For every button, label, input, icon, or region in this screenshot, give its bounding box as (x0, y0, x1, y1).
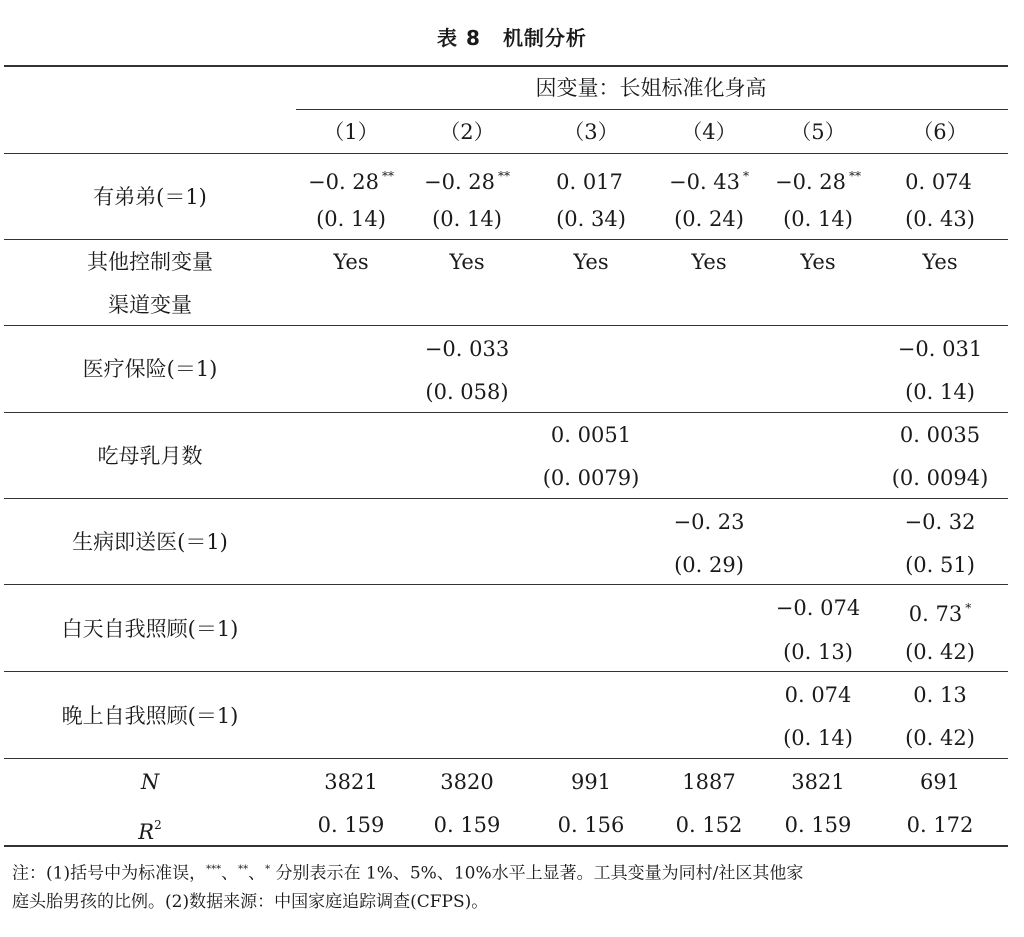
table-title (0, 22, 1024, 51)
r2-cell: 0. 156 (557, 813, 625, 837)
coef-cell: 0. 017 (556, 170, 623, 194)
se-cell: (0. 14) (905, 380, 975, 404)
se-cell: (0. 058) (425, 380, 509, 404)
row-label-brother: 有弟弟(＝1) (93, 185, 207, 209)
note-line-1: 注：(1)括号中为标准误，***、**、* 分别表示在 1%、5%、10%水平上显著。工具变量为同村/社区其他家 (12, 863, 804, 884)
se-cell: (0. 0094) (891, 466, 989, 490)
se-cell: (0. 13) (783, 640, 853, 664)
column-header: （3） (563, 120, 619, 144)
coef-cell: −0. 28 ** (307, 169, 395, 194)
coef-cell: −0. 23 (673, 510, 745, 534)
r2-cell: 0. 159 (317, 813, 385, 837)
row-divider (4, 239, 1008, 240)
se-cell: (0. 29) (674, 553, 744, 577)
controls-cell: Yes (573, 250, 609, 274)
n-cell: 1887 (682, 770, 736, 794)
r2-cell: 0. 159 (433, 813, 501, 837)
row-label-insurance: 医疗保险(＝1) (82, 357, 218, 381)
se-cell: (0. 51) (905, 553, 975, 577)
note-line-2: 庭头胎男孩的比例。(2)数据来源：中国家庭追踪调查(CFPS)。 (12, 891, 489, 912)
r2-cell: 0. 152 (675, 813, 743, 837)
row-divider (4, 153, 1008, 154)
row-divider (4, 671, 1008, 672)
top-rule (4, 65, 1008, 67)
table-note (12, 856, 1012, 916)
se-cell: (0. 14) (783, 726, 853, 750)
coef-cell: 0. 0051 (550, 423, 632, 447)
row-divider (4, 325, 1008, 326)
bottom-rule (4, 845, 1008, 847)
se-cell: (0. 42) (905, 726, 975, 750)
se-cell: (0. 14) (432, 207, 502, 231)
coef-cell: −0. 28 ** (774, 169, 862, 194)
coef-cell: 0. 074 (784, 683, 852, 707)
n-cell: 3821 (324, 770, 378, 794)
table-name: 机制分析 (502, 26, 587, 50)
row-divider (4, 498, 1008, 499)
coef-cell: −0. 074 (775, 596, 861, 620)
r2-cell: 0. 172 (906, 813, 974, 837)
row-label-n: N (140, 770, 160, 794)
column-header: （6） (912, 120, 968, 144)
row-label-breastfeed: 吃母乳月数 (97, 444, 203, 468)
row-label-day-self-care: 白天自我照顾(＝1) (61, 617, 239, 641)
column-header: （1） (323, 120, 379, 144)
column-header: （5） (790, 120, 846, 144)
se-cell: (0. 14) (783, 207, 853, 231)
coef-cell: −0. 033 (424, 337, 510, 361)
se-cell: (0. 24) (674, 207, 744, 231)
row-label-night-self-care: 晚上自我照顾(＝1) (61, 704, 239, 728)
n-cell: 3820 (440, 770, 494, 794)
controls-cell: Yes (449, 250, 485, 274)
coef-cell: −0. 28 ** (423, 169, 511, 194)
row-divider (4, 412, 1008, 413)
row-label-r2: $R^2$ (138, 818, 162, 844)
row-label-controls: 其他控制变量 (87, 250, 213, 274)
coef-cell: −0. 43 * (668, 169, 750, 194)
row-divider (4, 584, 1008, 585)
coef-cell: 0. 73 * (908, 601, 972, 626)
table-number: 表 8 (437, 26, 481, 50)
n-cell: 3821 (791, 770, 845, 794)
controls-cell: Yes (333, 250, 369, 274)
coef-cell: 0. 074 (905, 170, 972, 194)
coef-cell: 0. 0035 (899, 423, 981, 447)
se-cell: (0. 42) (905, 640, 975, 664)
column-header: （2） (439, 120, 495, 144)
se-cell: (0. 14) (316, 207, 386, 231)
coef-cell: −0. 031 (897, 337, 983, 361)
r2-cell: 0. 159 (784, 813, 852, 837)
coef-cell: −0. 32 (904, 510, 976, 534)
row-label-channel: 渠道变量 (108, 293, 192, 317)
coef-cell: 0. 13 (913, 683, 967, 707)
n-cell: 991 (570, 770, 612, 794)
column-header: （4） (681, 120, 737, 144)
se-cell: (0. 43) (905, 207, 975, 231)
controls-cell: Yes (691, 250, 727, 274)
row-label-sick: 生病即送医(＝1) (72, 530, 228, 554)
controls-cell: Yes (800, 250, 836, 274)
dependent-variable-header: 因变量：长姐标准化身高 (535, 76, 767, 100)
se-cell: (0. 0079) (542, 466, 640, 490)
controls-cell: Yes (922, 250, 958, 274)
row-divider (4, 758, 1008, 759)
n-cell: 691 (919, 770, 961, 794)
se-cell: (0. 34) (556, 207, 626, 231)
header-divider (296, 109, 1008, 110)
